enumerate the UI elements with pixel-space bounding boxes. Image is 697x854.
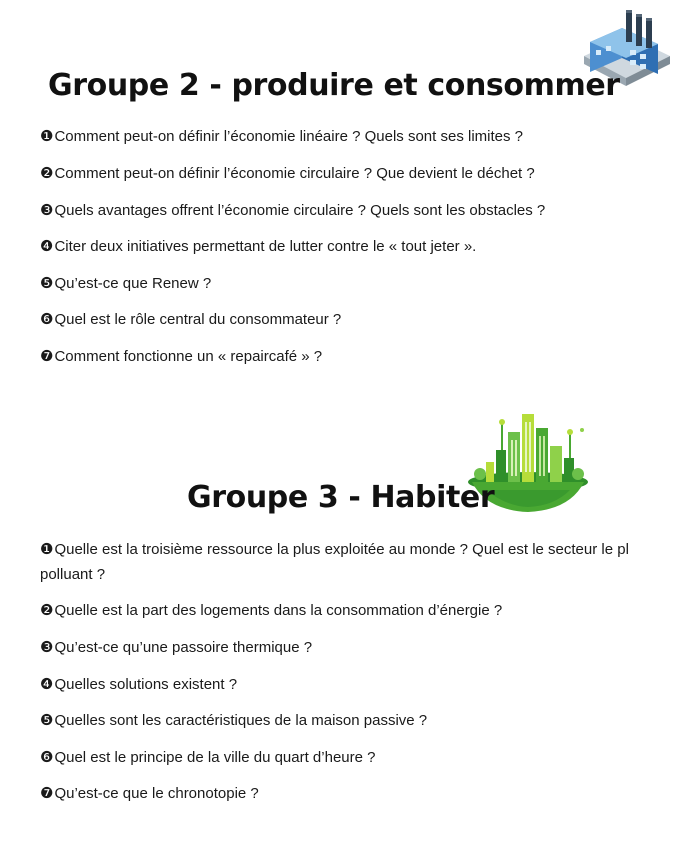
list-item	[40, 637, 697, 658]
groupe3-title: Groupe 3 - Habiter	[187, 480, 495, 515]
question-text-continuation: polluant ?	[40, 566, 106, 583]
number-badge-icon: ❼	[40, 348, 54, 365]
list-item	[40, 674, 697, 695]
question-text: Quelles solutions existent ?	[54, 676, 238, 693]
list-item	[40, 600, 697, 621]
question-text: Comment peut-on définir l’économie linéaire ? Quels sont ses limites ?	[54, 128, 524, 145]
list-item	[40, 163, 697, 184]
list-item	[40, 309, 697, 330]
number-badge-icon: ❹	[40, 238, 54, 255]
number-badge-icon: ❷	[40, 165, 54, 182]
number-badge-icon: ❺	[40, 275, 54, 292]
list-item	[40, 200, 697, 221]
number-badge-icon: ❹	[40, 676, 54, 693]
number-badge-icon: ❼	[40, 785, 54, 802]
number-badge-icon: ❻	[40, 749, 54, 766]
list-item	[40, 710, 697, 731]
list-item	[40, 747, 697, 768]
question-text: Quels avantages offrent l’économie circulaire ? Quels sont les obstacles ?	[54, 202, 546, 219]
number-badge-icon: ❸	[40, 202, 54, 219]
number-badge-icon: ❻	[40, 311, 54, 328]
question-text: Quel est le rôle central du consommateur ?	[54, 311, 342, 328]
list-item	[40, 783, 697, 804]
question-text: Qu’est-ce qu’une passoire thermique ?	[54, 639, 313, 656]
question-text: Comment fonctionne un « repaircafé » ?	[54, 348, 323, 365]
question-text: Quelles sont les caractéristiques de la maison passive ?	[54, 712, 428, 729]
number-badge-icon: ❸	[40, 639, 54, 656]
question-text: Comment peut-on définir l’économie circulaire ? Que devient le déchet ?	[54, 165, 535, 182]
groupe2-title: Groupe 2 - produire et consommer	[48, 68, 620, 103]
question-text: Quel est le principe de la ville du quart d’heure ?	[54, 749, 376, 766]
list-item	[40, 126, 697, 147]
number-badge-icon: ❶	[40, 541, 54, 558]
number-badge-icon: ❶	[40, 128, 54, 145]
question-text: Quelle est la part des logements dans la consommation d’énergie ?	[54, 602, 503, 619]
number-badge-icon: ❺	[40, 712, 54, 729]
question-text: Qu’est-ce que Renew ?	[54, 275, 212, 292]
question-text: Quelle est la troisième ressource la plus exploitée au monde ? Quel est le secteur le pl	[54, 541, 629, 558]
list-item	[40, 539, 697, 560]
list-item	[40, 346, 697, 367]
list-item	[40, 236, 697, 257]
list-item	[40, 273, 697, 294]
question-text: Citer deux initiatives permettant de lutter contre le « tout jeter ».	[54, 238, 477, 255]
question-text: Qu’est-ce que le chronotopie ?	[54, 785, 259, 802]
number-badge-icon: ❷	[40, 602, 54, 619]
list-item-continuation	[40, 564, 697, 585]
